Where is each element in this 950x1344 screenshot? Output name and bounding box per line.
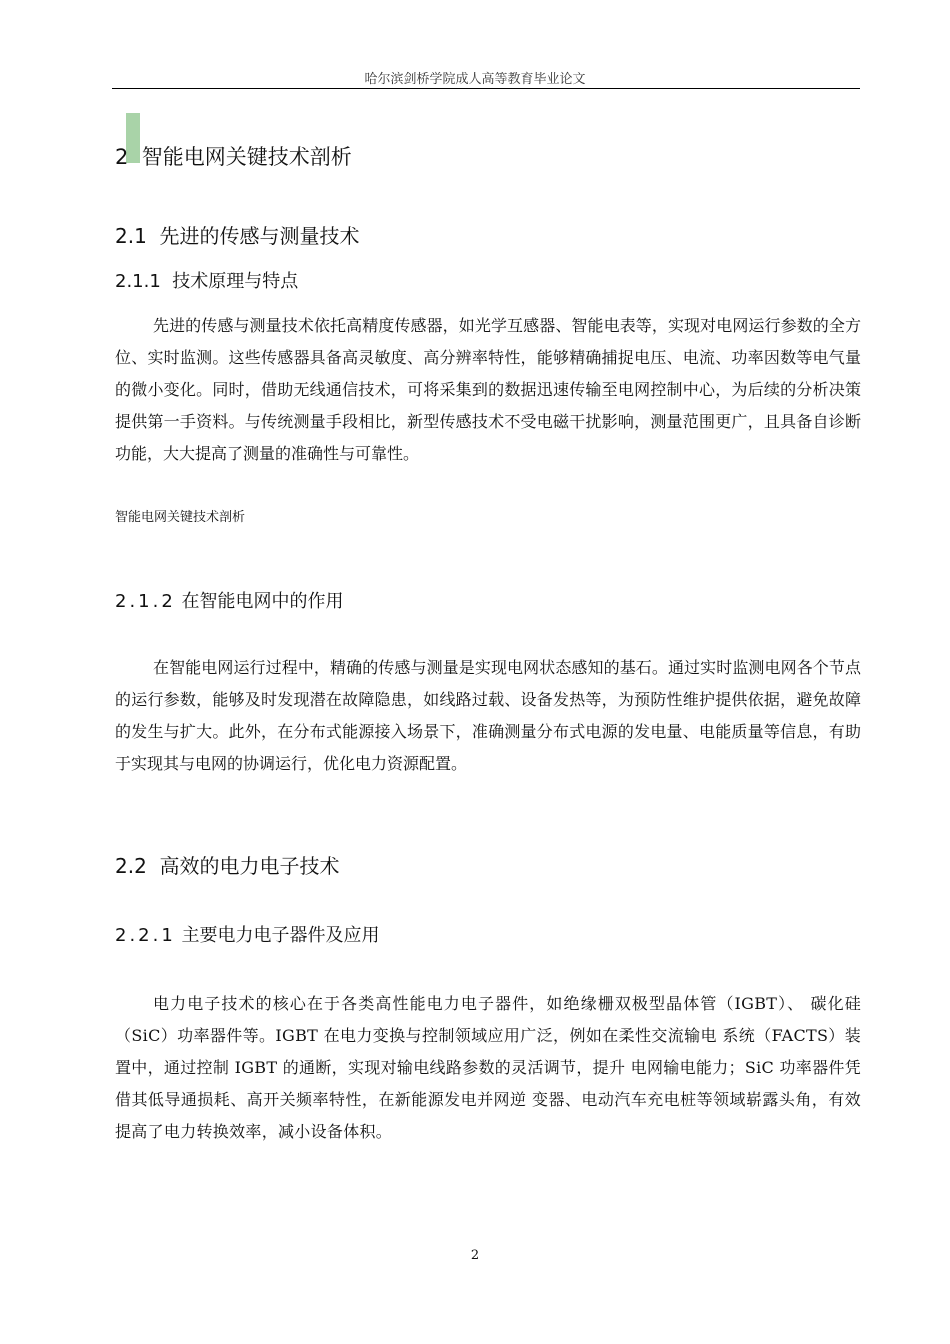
section-heading: 2.2 高效的电力电子技术 — [115, 854, 340, 878]
chapter-number: 2 — [115, 145, 129, 169]
header-rule — [112, 88, 860, 89]
section-heading: 2.1 先进的传感与测量技术 — [115, 224, 360, 248]
chapter-heading — [115, 141, 352, 171]
page-number: 2 — [470, 1248, 480, 1263]
body-paragraph: 电力电子技术的核心在于各类高性能电力电子器件，如绝缘栅双极型晶体管（IGBT）、 碳化硅（SiC）功率器件等。IGBT 在电力变换与控制领域应用广泛，例如在柔性交流输电 系统（FACTS）装置中，通过控制 IGBT 的通断，实现对输电线路参数的灵活调节，提升 电网输电能力；SiC 功率器件凭借其低导通损耗、高开关频率特性，在新能源发电并网逆 变器、电动汽车充电桩等领域崭露头角，有效提高了电力转换效率，减小设备体积。 — [115, 994, 861, 1141]
chapter-title: 智能电网关键技术剖析 — [141, 145, 352, 169]
subsection-heading: 2.2.1 主要电力电子器件及应用 — [115, 925, 380, 946]
body-paragraph: 在智能电网运行过程中，精确的传感与测量是实现电网状态感知的基石。通过实时监测电网各个节点的运行参数，能够及时发现潜在故障隐患，如线路过载、设备发热等，为预防性维护提供依据，避免故障的发生与扩大。此外，在分布式能源接入场景下，准确测量分布式电源的发电量、电能质量等信息，有助于实现其与电网的协调运行，优化电力资源配置。 — [115, 658, 861, 773]
subsection-heading: 2.1.2 在智能电网中的作用 — [115, 591, 344, 612]
caption-text: 智能电网关键技术剖析 — [115, 510, 246, 525]
page-header: 哈尔滨剑桥学院成人高等教育毕业论文 — [364, 72, 586, 87]
body-paragraph: 先进的传感与测量技术依托高精度传感器，如光学互感器、智能电表等，实现对电网运行参数的全方位、实时监测。这些传感器具备高灵敏度、高分辨率特性，能够精确捕捉电压、电流、功率因数等电气量的微小变化。同时，借助无线通信技术，可将采集到的数据迅速传输至电网控制中心，为后续的分析决策提供第一手资料。与传统测量手段相比，新型传感技术不受电磁干扰影响，测量范围更广，且具备自诊断功能，大大提高了测量的准确性与可靠性。 — [115, 316, 861, 463]
subsection-heading: 2.1.1 技术原理与特点 — [115, 271, 299, 292]
